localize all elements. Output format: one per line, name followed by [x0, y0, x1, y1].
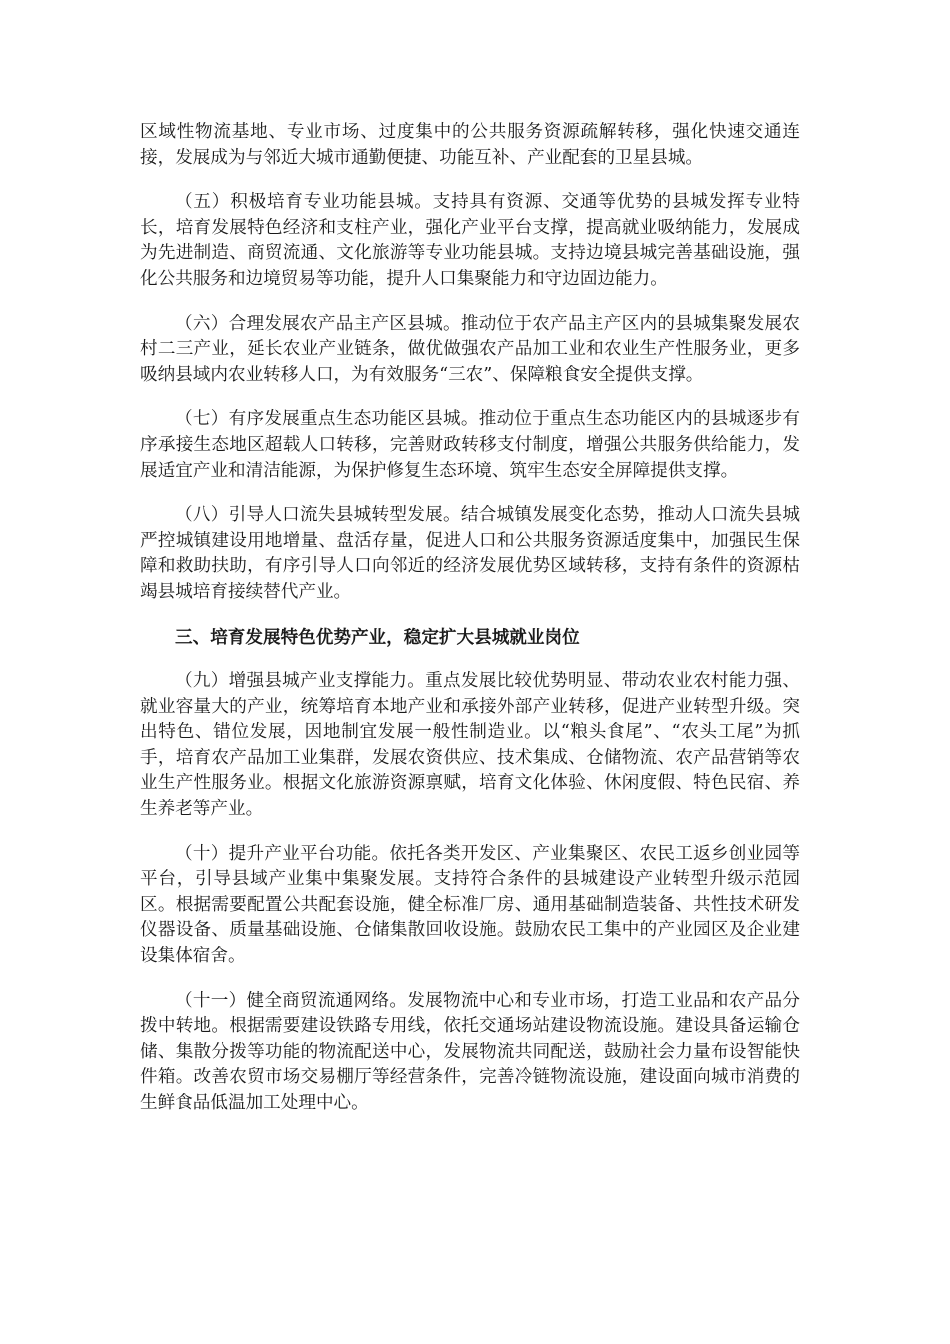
paragraph-5-professional-function-county: （五）积极培育专业功能县城。支持具有资源、交通等优势的县城发挥专业特长，培育发展特色经济和支柱产业，强化产业平台支撑，提高就业吸纳能力，发展成为先进制造、商贸流通、文化旅游等专业功能县城。支持边境县城完善基础设施，强化公共服务和边境贸易等功能，提升人口集聚能力和守边固边能力。: [140, 192, 800, 289]
paragraph-11-commerce-network: （十一）健全商贸流通网络。发展物流中心和专业市场，打造工业品和农产品分拨中转地。根据需要建设铁路专用线，依托交通场站建设物流设施。建设具备运输仓储、集散分拨等功能的物流配送中心，发展物流共同配送，鼓励社会力量布设智能快件箱。改善农贸市场交易棚厅等经营条件，完善冷链物流设施，建设面向城市消费的生鲜食品低温加工处理中心。: [140, 990, 800, 1113]
paragraph-6-agricultural-county: （六）合理发展农产品主产区县城。推动位于农产品主产区内的县城集聚发展农村二三产业，延长农业产业链条，做优做强农产品加工业和农业生产性服务业，更多吸纳县域内农业转移人口，为有效服务“三农”、保障粮食安全提供支撑。: [140, 313, 800, 385]
paragraph-8-population-loss-county: （八）引导人口流失县城转型发展。结合城镇发展变化态势，推动人口流失县城严控城镇建设用地增量、盘活存量，促进人口和公共服务资源适度集中，加强民生保障和救助扶助，有序引导人口向邻近的经济发展优势区域转移，支持有条件的资源枯竭县城培育接续替代产业。: [140, 505, 800, 602]
paragraph-9-industry-support: （九）增强县城产业支撑能力。重点发展比较优势明显、带动农业农村能力强、就业容量大的产业，统筹培育本地产业和承接外部产业转移，促进产业转型升级。突出特色、错位发展，因地制宜发展一般性制造业。以“粮头食尾”、“农头工尾”为抓手，培育农产品加工业集群，发展农资供应、技术集成、仓储物流、农产品营销等农业生产性服务业。根据文化旅游资源禀赋，培育文化体验、休闲度假、特色民宿、养生养老等产业。: [140, 671, 800, 820]
paragraph-7-ecological-county: （七）有序发展重点生态功能区县城。推动位于重点生态功能区内的县城逐步有序承接生态地区超载人口转移，完善财政转移支付制度，增强公共服务供给能力，发展适宜产业和清洁能源，为保护修复生态环境、筑牢生态安全屏障提供支撑。: [140, 409, 800, 481]
section-heading-3: 三、培育发展特色优势产业，稳定扩大县城就业岗位: [175, 626, 580, 648]
paragraph-satellite-county-continued: 区域性物流基地、专业市场、过度集中的公共服务资源疏解转移，强化快速交通连接，发展成为与邻近大城市通勤便捷、功能互补、产业配套的卫星县城。: [140, 122, 800, 168]
paragraph-10-industry-platform: （十）提升产业平台功能。依托各类开发区、产业集聚区、农民工返乡创业园等平台，引导县域产业集中集聚发展。支持符合条件的县城建设产业转型升级示范园区。根据需要配置公共配套设施，健全标准厂房、通用基础制造装备、共性技术研发仪器设备、质量基础设施、仓储集散回收设施。鼓励农民工集中的产业园区及企业建设集体宿舍。: [140, 843, 800, 967]
document-page: [140, 120, 800, 1136]
